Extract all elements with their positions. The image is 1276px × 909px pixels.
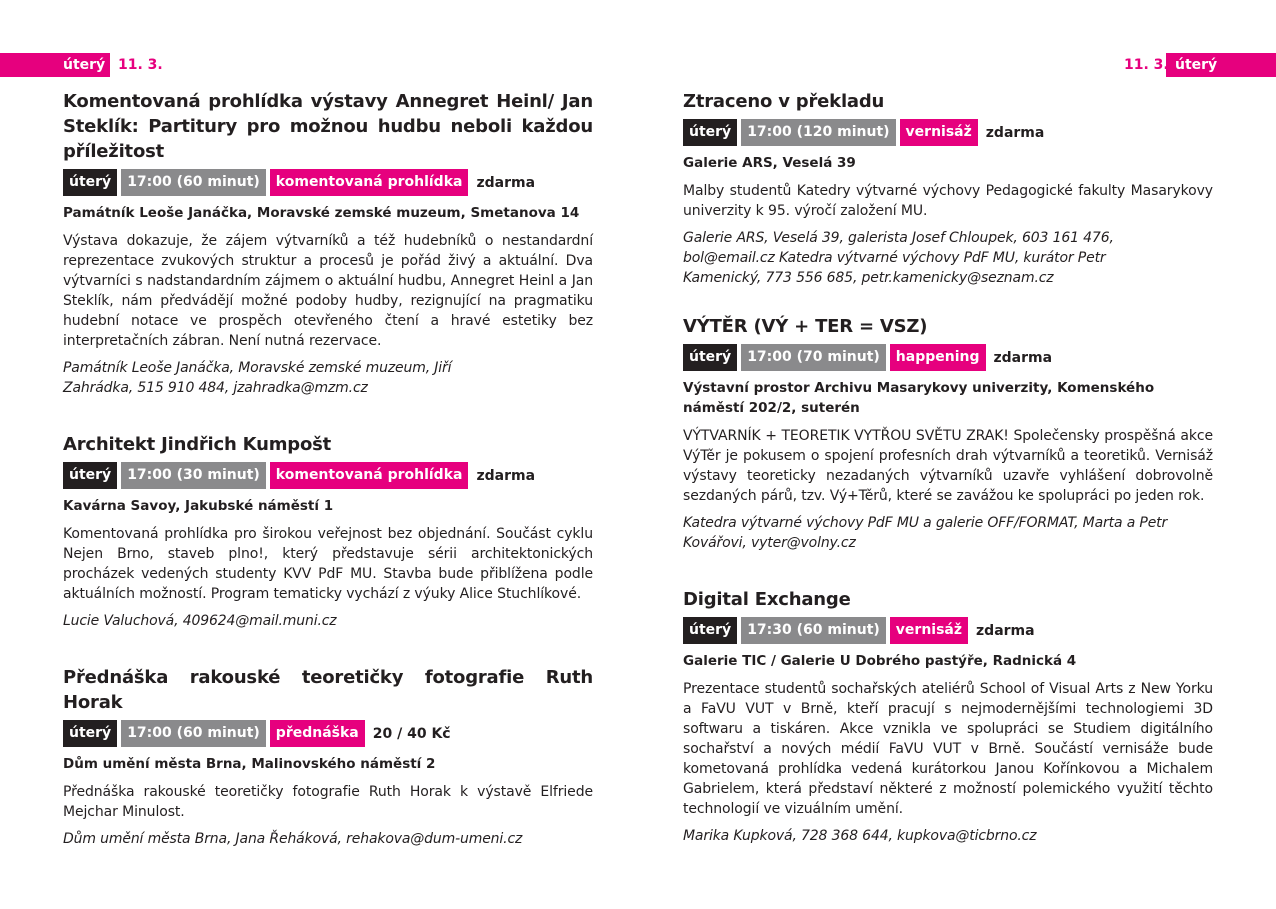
header-date-left: 11. 3. [118, 57, 163, 73]
price-label: zdarma [476, 174, 536, 191]
event-venue: Dům umění města Brna, Malinovského náměstí 2 [63, 756, 436, 772]
time-tag: 17:00 (70 minut) [741, 344, 886, 371]
event-description: Prezentace studentů sochařských ateliérů School of Visual Arts z New Yorku a FaVU VUT v Brně, kteří pracují s nejmodernějšími technologiemi 3D softwaru a tiskáren. Akce vznikla ve spolupráci se Studiem digitálního sochařství a nových médií FaVU VUT v Brně. Součástí vernisáže bude kometovaná prohlídka vedená kurátorkou Janou Kořínkovou a Michalem Gabrielem, která představí některé z možností polemického využití těchto technologií ve vizuálním umění. [683, 681, 1213, 817]
event-venue: Galerie ARS, Veselá 39 [683, 155, 856, 171]
type-tag: happening [890, 344, 986, 371]
event-card [63, 89, 593, 398]
event-venue: Památník Leoše Janáčka, Moravské zemské muzeum, Smetanova 14 [63, 205, 580, 221]
event-venue: Galerie TIC / Galerie U Dobrého pastýře, Radnická 4 [683, 653, 1077, 669]
event-tags [63, 462, 593, 489]
event-title: Přednáška rakouské teoretičky fotografie Ruth Horak [63, 667, 593, 713]
type-tag: komentovaná prohlídka [270, 169, 469, 196]
event-venue: Kavárna Savoy, Jakubské náměstí 1 [63, 498, 334, 514]
event-title: Komentovaná prohlídka výstavy Annegret Heinl/ Jan Steklík: Partitury pro možnou hudbu neboli každou příležitost [63, 91, 593, 162]
price-label: zdarma [993, 349, 1053, 366]
event-description: VÝTVARNÍK + TEORETIK VYTŘOU SVĚTU ZRAK! Společensky prospěšná akce VýTěr je pokusem o spojení profesních drah výtvarníků a teoretiků. Vernisáž výstavy teoreticky nezadaných výtvarníků uzavře vyhlášení dobrovolně sezdaných párů, tzv. Vý+Těrů, které se zavážou ke spolupráci po jeden rok. [683, 428, 1213, 504]
event-tags [683, 119, 1213, 146]
day-tag: úterý [63, 169, 117, 196]
event-title: Digital Exchange [683, 589, 851, 610]
header-day-left: úterý [63, 57, 106, 73]
time-tag: 17:30 (60 minut) [741, 617, 886, 644]
price-label: zdarma [985, 124, 1045, 141]
time-tag: 17:00 (60 minut) [121, 169, 266, 196]
time-tag: 17:00 (30 minut) [121, 462, 266, 489]
type-tag: vernisáž [890, 617, 968, 644]
price-label: 20 / 40 Kč [372, 725, 451, 742]
day-tag: úterý [683, 119, 737, 146]
event-card [683, 587, 1213, 846]
type-tag: komentovaná prohlídka [270, 462, 469, 489]
event-title: Architekt Jindřich Kumpošt [63, 434, 332, 455]
event-contact: Lucie Valuchová, 409624@mail.muni.cz [63, 613, 337, 629]
event-card [63, 665, 593, 849]
event-tags [683, 344, 1213, 371]
event-card [683, 314, 1213, 553]
header-date-right: 11. 3. [1124, 57, 1169, 73]
left-column [63, 89, 593, 849]
event-description: Výstava dokazuje, že zájem výtvarníků a též hudebníků o nestandardní reprezentace zvukových struktur a procesů je pořád živý a aktuální. Dva výtvarníci s nadstandardním zájmem o aktuální hudbu, Annegret Heinl a Jan Steklík, nám předvádějí možné podoby hudby, rezignující na pragmatiku hudební notace ve prospěch otevřeného čtení a hravé estetiky bez interpretačních zábran. Není nutná rezervace. [63, 233, 593, 349]
event-contact: Památník Leoše Janáčka, Moravské zemské muzeum, Jiří Zahrádka, 515 910 484, jzahradka@mzm.cz [63, 360, 452, 396]
event-title: Ztraceno v překladu [683, 91, 885, 112]
event-tags [683, 617, 1213, 644]
event-title: VÝTĚR (VÝ + TER = VSZ) [683, 316, 928, 337]
event-description: Malby studentů Katedry výtvarné výchovy Pedagogické fakulty Masarykovy univerzity k 95. výročí založení MU. [683, 183, 1213, 219]
time-tag: 17:00 (60 minut) [121, 720, 266, 747]
day-tag: úterý [683, 344, 737, 371]
day-tag: úterý [683, 617, 737, 644]
event-description: Přednáška rakouské teoretičky fotografie Ruth Horak k výstavě Elfriede Mejchar Minulost. [63, 784, 593, 820]
event-card [683, 89, 1213, 288]
event-contact: Dům umění města Brna, Jana Řeháková, rehakova@dum-umeni.cz [63, 831, 523, 847]
event-venue: Výstavní prostor Archivu Masarykovy univerzity, Komenského náměstí 202/2, suterén [683, 380, 1155, 416]
header-day-right: úterý [1175, 57, 1218, 73]
event-contact: Galerie ARS, Veselá 39, galerista Josef Chloupek, 603 161 476, bol@email.cz Katedra výtvarné výchovy PdF MU, kurátor Petr Kamenický, 773 556 685, petr.kamenicky@seznam.cz [683, 230, 1114, 286]
event-tags [63, 720, 593, 747]
type-tag: přednáška [270, 720, 365, 747]
event-tags [63, 169, 593, 196]
event-card [63, 432, 593, 631]
day-tag: úterý [63, 462, 117, 489]
right-column [683, 89, 1213, 846]
type-tag: vernisáž [900, 119, 978, 146]
event-contact: Katedra výtvarné výchovy PdF MU a galerie OFF/FORMAT, Marta a Petr Kovářovi, vyter@volny.cz [683, 515, 1168, 551]
time-tag: 17:00 (120 minut) [741, 119, 895, 146]
event-contact: Marika Kupková, 728 368 644, kupkova@ticbrno.cz [683, 828, 1037, 844]
price-label: zdarma [476, 467, 536, 484]
price-label: zdarma [976, 622, 1035, 639]
day-tag: úterý [63, 720, 117, 747]
event-description: Komentovaná prohlídka pro širokou veřejnost bez objednání. Součást cyklu Nejen Brno, staveb plno!, který představuje sérii architektonických procházek vedených studenty KVV PdF MU. Stavba bude přiblížena podle aktuálních možností. Program tematicky vychází z výuky Alice Stuchlíkové. [63, 526, 593, 602]
